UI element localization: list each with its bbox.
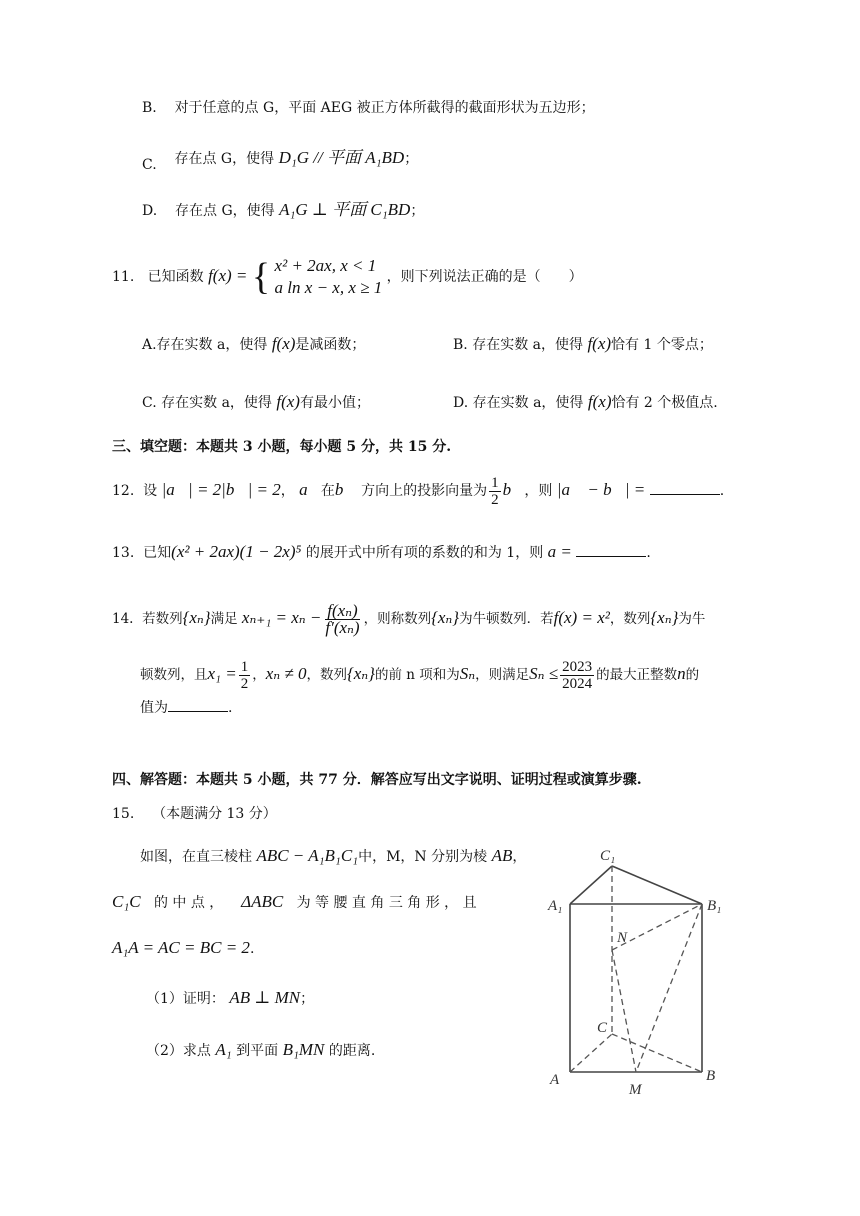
- math: {xₙ}: [182, 608, 211, 627]
- text: 为 等 腰 直 角 三 角 形 ， 且: [296, 895, 477, 911]
- text: 已知: [143, 545, 172, 561]
- q11-option-c: [142, 392, 370, 413]
- text: 的 中 点 ，: [153, 895, 224, 911]
- stem-text: 已知函数: [147, 269, 204, 285]
- answer-blank[interactable]: [650, 494, 720, 495]
- math: a =: [547, 542, 572, 561]
- question-number: 13.: [112, 545, 135, 561]
- math: ΔABC: [241, 892, 284, 911]
- option-math: f(x): [587, 392, 612, 411]
- math: C₁C: [112, 892, 141, 911]
- text: 的前 n 项和为: [375, 667, 460, 683]
- label-a1: A₁: [548, 898, 563, 914]
- label-a: A: [550, 1072, 560, 1088]
- option-text: 对于任意的点 G，平面 AEG 被正方体所截得的截面形状为五边形；: [174, 100, 595, 116]
- option-label: D.: [142, 203, 158, 219]
- edge-a-c: [570, 1034, 612, 1072]
- math: f(x) = x²: [553, 608, 610, 627]
- case-2: a ln x − x, x ≥ 1: [274, 278, 383, 297]
- label-c: C: [597, 1020, 608, 1036]
- math: b⃗: [334, 480, 357, 499]
- option-label: C.: [142, 157, 157, 173]
- q11-option-d: [453, 392, 718, 413]
- q12: [112, 470, 724, 511]
- option-text: A.存在实数 a，使得: [142, 337, 268, 353]
- text: 满足: [210, 611, 238, 627]
- q10-option-c: [142, 148, 419, 173]
- math: {xₙ}: [650, 608, 679, 627]
- label-b: B: [706, 1068, 716, 1084]
- section-3-title: 三、填空题：本题共 3 小题，每小题 5 分，共 15 分.: [112, 439, 452, 455]
- q15-header: [112, 804, 277, 824]
- option-text-end: 恰有 2 个极值点.: [611, 395, 718, 411]
- text: ，则: [524, 483, 553, 499]
- edge-c1-b1: [612, 866, 702, 904]
- text: 在: [320, 483, 335, 499]
- q14-line-1: [112, 596, 705, 641]
- text: ，数列: [306, 667, 347, 683]
- text: 顿数列，且: [140, 667, 208, 683]
- option-text: C. 存在实数 a，使得: [142, 395, 272, 411]
- q10-option-b: [142, 98, 595, 118]
- option-text-end: 有最小值；: [299, 395, 370, 411]
- text: .: [646, 545, 651, 561]
- q14-line-2: [140, 652, 699, 697]
- text: 方向上的投影向量为: [361, 483, 488, 499]
- math: a⃗: [299, 480, 321, 499]
- segment-b1-m: [636, 904, 702, 1072]
- label-m: M: [629, 1082, 642, 1098]
- option-label: B.: [142, 100, 157, 116]
- question-number: 14.: [112, 611, 134, 627]
- question-number: 15.: [112, 806, 135, 822]
- piecewise-brace: {: [251, 256, 271, 298]
- math: Sₙ ≤: [529, 664, 559, 683]
- math: AB: [491, 846, 513, 865]
- math: (x² + 2ax)(1 − 2x)⁵: [171, 542, 302, 561]
- q15-para-1: [140, 846, 526, 867]
- section-4-title: 四、解答题：本题共 5 小题，共 77 分．解答应写出文字说明、证明过程或演算步骤.: [112, 772, 642, 788]
- math: {xₙ}: [431, 608, 460, 627]
- answer-blank[interactable]: [168, 711, 228, 712]
- text: .: [228, 700, 233, 716]
- text: ，则满足: [475, 667, 530, 683]
- math: ABC − A₁B₁C₁: [256, 846, 359, 865]
- stem-text-end: ，则下列说法正确的是（ ）: [386, 269, 583, 285]
- q15-para-3: [112, 938, 254, 959]
- fraction-one-half: $\frac{1}{2}$: [240, 659, 249, 692]
- math: |a⃗| = 2|b⃗| = 2: [161, 480, 281, 499]
- text: .: [249, 941, 255, 957]
- text: 的距离.: [328, 1043, 376, 1059]
- text: 的展开式中所有项的系数的和为 1，则: [305, 545, 544, 561]
- math: x₁ =: [207, 664, 237, 683]
- math: A₁: [215, 1040, 232, 1059]
- math: B₁MN: [282, 1040, 325, 1059]
- label-n: N: [617, 930, 628, 946]
- text: （2）求点: [146, 1043, 211, 1059]
- fraction-one-half: $\frac{1}{2}$: [491, 474, 499, 508]
- option-text-end: 是减函数；: [295, 337, 366, 353]
- option-text-end: 恰有 1 个零点；: [611, 337, 713, 353]
- text: ；: [300, 991, 315, 1007]
- text: 的: [685, 667, 700, 683]
- text: ，: [252, 667, 266, 683]
- piecewise-cases: [275, 255, 383, 299]
- q13: [112, 532, 651, 573]
- option-suffix: ；: [410, 203, 425, 219]
- text: 设: [143, 483, 158, 499]
- segment-n-m: [612, 950, 636, 1072]
- vertex-labels: [547, 848, 721, 1098]
- math: {xₙ}: [346, 664, 375, 683]
- math: xₙ ≠ 0: [265, 664, 307, 683]
- text: 为牛顿数列．若: [459, 611, 554, 627]
- question-number: 12.: [112, 483, 135, 499]
- text: 若数列: [142, 611, 183, 627]
- q10-option-d: [142, 200, 424, 221]
- option-math: f(x): [587, 334, 612, 353]
- math: AB ⊥ MN: [229, 988, 301, 1007]
- q15-sub-2: [146, 1040, 375, 1061]
- prism-solid-edges: [570, 866, 702, 1072]
- option-text: 存在点 G，使得: [175, 203, 275, 219]
- option-suffix: ；: [404, 151, 419, 167]
- prism-hidden-edges: [570, 866, 702, 1072]
- answer-blank[interactable]: [576, 556, 646, 557]
- text: ，数列: [609, 611, 651, 627]
- q11-option-b: [453, 334, 713, 355]
- text: 值为: [140, 700, 168, 716]
- label-b1: B₁: [707, 898, 722, 914]
- q15-para-2: [112, 892, 477, 913]
- question-number: 11.: [112, 269, 135, 285]
- text: 中，M，N 分别为棱: [358, 849, 488, 865]
- math: A₁A = AC = BC = 2: [112, 938, 250, 957]
- option-text: B. 存在实数 a，使得: [453, 337, 583, 353]
- fraction: $\frac{\text{f(xₙ)}}{\text{f′(xₙ)}}$: [325, 601, 360, 637]
- case-1: x² + 2ax, x < 1: [274, 256, 377, 275]
- math: Sₙ: [459, 664, 476, 683]
- text: .: [719, 483, 725, 499]
- label-c1: C₁: [600, 848, 616, 864]
- fraction-2023-2024: $\frac{2023}{2024}$: [562, 659, 593, 692]
- option-math: D₁G // 平面 A₁BD: [278, 148, 405, 167]
- option-math: f(x): [271, 334, 296, 353]
- text: 到平面: [236, 1043, 279, 1059]
- text: 的最大正整数: [596, 667, 678, 683]
- q11-stem: [112, 252, 583, 301]
- math: n: [677, 664, 686, 683]
- q15-sub-1: [146, 988, 314, 1009]
- edge-c-b: [612, 1034, 702, 1072]
- text: （1）证明：: [146, 991, 225, 1007]
- option-math: A₁G ⊥ 平面 C₁BD: [279, 200, 411, 219]
- function-name: f(x) =: [208, 266, 248, 285]
- math: b⃗: [502, 480, 525, 499]
- segment-n-b1: [612, 904, 702, 950]
- text: ，: [512, 849, 527, 865]
- option-text: 存在点 G，使得: [174, 151, 275, 167]
- q11-option-a: [142, 334, 365, 355]
- text: ，: [280, 483, 295, 499]
- text: ，则称数列: [363, 611, 432, 627]
- option-text: D. 存在实数 a，使得: [453, 395, 584, 411]
- option-math: f(x): [276, 392, 300, 411]
- text: 为牛: [678, 611, 706, 627]
- q14-line-3: [140, 698, 232, 718]
- score-note: （本题满分 13 分）: [152, 806, 277, 822]
- text: 如图，在直三棱柱: [140, 849, 252, 865]
- edge-a1-c1: [570, 866, 612, 904]
- math: xₙ₊₁ = xₙ −: [241, 608, 322, 627]
- math: |a⃗ − b⃗| =: [556, 480, 646, 499]
